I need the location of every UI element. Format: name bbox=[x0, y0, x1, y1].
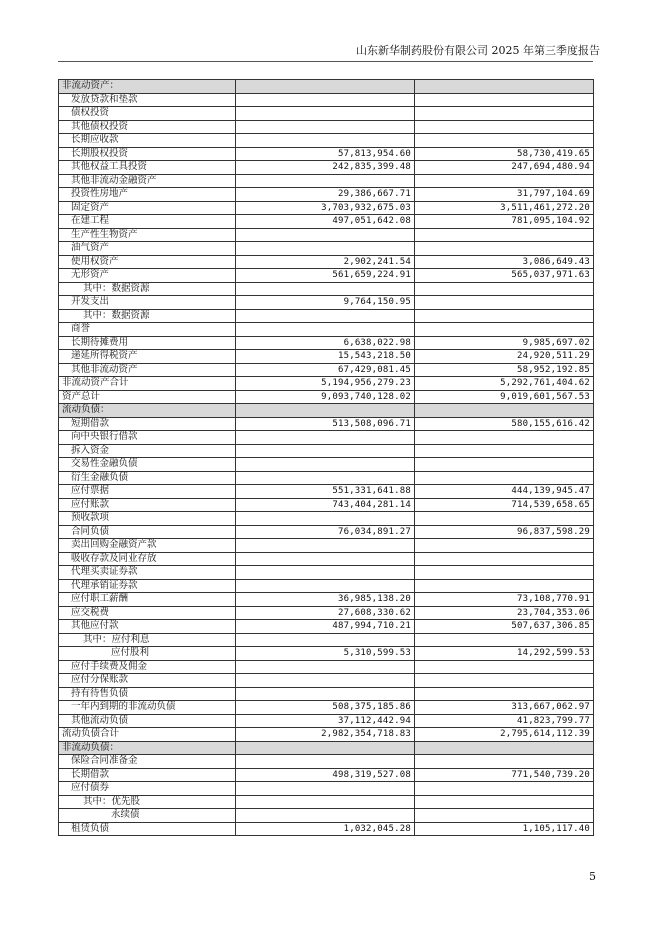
row-label: 其中：数据资源 bbox=[59, 309, 236, 323]
table-row bbox=[59, 296, 594, 310]
prior-period-value: 58,952,192.85 bbox=[415, 363, 594, 377]
current-period-value: 6,638,022.98 bbox=[236, 336, 415, 350]
row-label: 在建工程 bbox=[59, 215, 236, 229]
row-label: 应付分保账款 bbox=[59, 674, 236, 688]
table-row bbox=[59, 512, 594, 526]
table-row bbox=[59, 498, 594, 512]
prior-period-value bbox=[415, 687, 594, 701]
table-row bbox=[59, 282, 594, 296]
table-row bbox=[59, 633, 594, 647]
current-period-value: 487,994,710.21 bbox=[236, 620, 415, 634]
prior-period-value bbox=[415, 458, 594, 472]
current-period-value: 498,319,527.08 bbox=[236, 768, 415, 782]
row-label: 非流动资产： bbox=[59, 80, 236, 94]
current-period-value: 551,331,641.88 bbox=[236, 485, 415, 499]
prior-period-value bbox=[415, 539, 594, 553]
row-label: 投资性房地产 bbox=[59, 188, 236, 202]
table-row bbox=[59, 471, 594, 485]
prior-period-value bbox=[415, 174, 594, 188]
table-row bbox=[59, 755, 594, 769]
current-period-value: 2,982,354,718.83 bbox=[236, 728, 415, 742]
current-period-value bbox=[236, 242, 415, 256]
row-label: 拆入资金 bbox=[59, 444, 236, 458]
row-label: 其他债权投资 bbox=[59, 120, 236, 134]
prior-period-value bbox=[415, 282, 594, 296]
row-label: 应付职工薪酬 bbox=[59, 593, 236, 607]
row-label: 非流动资产合计 bbox=[59, 377, 236, 391]
table-row bbox=[59, 795, 594, 809]
prior-period-value: 9,985,697.02 bbox=[415, 336, 594, 350]
current-period-value bbox=[236, 444, 415, 458]
report-header: 山东新华制药股份有限公司 2025 年第三季度报告 bbox=[356, 44, 600, 57]
table-row bbox=[59, 107, 594, 121]
row-label: 应交税费 bbox=[59, 606, 236, 620]
row-label: 长期应收款 bbox=[59, 134, 236, 148]
table-row bbox=[59, 93, 594, 107]
table-row bbox=[59, 161, 594, 175]
prior-period-value: 14,292,599.53 bbox=[415, 647, 594, 661]
current-period-value bbox=[236, 134, 415, 148]
row-label: 交易性金融负债 bbox=[59, 458, 236, 472]
row-label: 代理买卖证券款 bbox=[59, 566, 236, 580]
table-row bbox=[59, 593, 594, 607]
current-period-value: 57,813,954.60 bbox=[236, 147, 415, 161]
row-label: 应付手续费及佣金 bbox=[59, 660, 236, 674]
row-label: 其中：数据资源 bbox=[59, 282, 236, 296]
row-label: 其他权益工具投资 bbox=[59, 161, 236, 175]
current-period-value bbox=[236, 512, 415, 526]
current-period-value: 9,764,150.95 bbox=[236, 296, 415, 310]
row-label: 合同负债 bbox=[59, 525, 236, 539]
prior-period-value bbox=[415, 566, 594, 580]
current-period-value bbox=[236, 120, 415, 134]
current-period-value bbox=[236, 755, 415, 769]
prior-period-value bbox=[415, 552, 594, 566]
table-row bbox=[59, 525, 594, 539]
row-label: 长期借款 bbox=[59, 768, 236, 782]
current-period-value bbox=[236, 323, 415, 337]
row-label: 其中：优先股 bbox=[59, 795, 236, 809]
row-label: 代理承销证券款 bbox=[59, 579, 236, 593]
prior-period-value: 96,837,598.29 bbox=[415, 525, 594, 539]
table-row bbox=[59, 242, 594, 256]
prior-period-value: 507,637,306.85 bbox=[415, 620, 594, 634]
prior-period-value bbox=[415, 674, 594, 688]
table-row bbox=[59, 728, 594, 742]
table-row bbox=[59, 134, 594, 148]
table-row bbox=[59, 674, 594, 688]
prior-period-value bbox=[415, 107, 594, 121]
table-row bbox=[59, 539, 594, 553]
prior-period-value: 31,797,104.69 bbox=[415, 188, 594, 202]
table-row bbox=[59, 147, 594, 161]
current-period-value bbox=[236, 309, 415, 323]
row-label: 长期待摊费用 bbox=[59, 336, 236, 350]
table-row bbox=[59, 336, 594, 350]
prior-period-value: 73,108,770.91 bbox=[415, 593, 594, 607]
current-period-value: 67,429,081.45 bbox=[236, 363, 415, 377]
current-period-value bbox=[236, 107, 415, 121]
current-period-value bbox=[236, 539, 415, 553]
current-period-value: 3,703,932,675.03 bbox=[236, 201, 415, 215]
prior-period-value bbox=[415, 660, 594, 674]
table-row bbox=[59, 188, 594, 202]
current-period-value: 5,310,599.53 bbox=[236, 647, 415, 661]
row-label: 长期股权投资 bbox=[59, 147, 236, 161]
row-label: 应付债券 bbox=[59, 782, 236, 796]
current-period-value bbox=[236, 579, 415, 593]
table-row bbox=[59, 269, 594, 283]
current-period-value: 29,386,667.71 bbox=[236, 188, 415, 202]
table-row bbox=[59, 714, 594, 728]
prior-period-value bbox=[415, 228, 594, 242]
prior-period-value: 3,086,649.43 bbox=[415, 255, 594, 269]
prior-period-value: 771,540,739.20 bbox=[415, 768, 594, 782]
table-row bbox=[59, 377, 594, 391]
row-label: 开发支出 bbox=[59, 296, 236, 310]
table-row bbox=[59, 741, 594, 755]
table-row bbox=[59, 660, 594, 674]
row-label: 保险合同准备金 bbox=[59, 755, 236, 769]
current-period-value bbox=[236, 795, 415, 809]
row-label: 债权投资 bbox=[59, 107, 236, 121]
table-row bbox=[59, 809, 594, 823]
row-label: 应付票据 bbox=[59, 485, 236, 499]
row-label: 发放贷款和垫款 bbox=[59, 93, 236, 107]
prior-period-value: 313,667,062.97 bbox=[415, 701, 594, 715]
row-label: 油气资产 bbox=[59, 242, 236, 256]
prior-period-value bbox=[415, 309, 594, 323]
current-period-value: 513,508,096.71 bbox=[236, 417, 415, 431]
prior-period-value bbox=[415, 633, 594, 647]
row-label: 流动负债合计 bbox=[59, 728, 236, 742]
prior-period-value bbox=[415, 120, 594, 134]
row-label: 一年内到期的非流动负债 bbox=[59, 701, 236, 715]
header-divider bbox=[58, 61, 593, 62]
current-period-value bbox=[236, 458, 415, 472]
table-row bbox=[59, 687, 594, 701]
prior-period-value bbox=[415, 134, 594, 148]
prior-period-value bbox=[415, 93, 594, 107]
current-period-value: 743,404,281.14 bbox=[236, 498, 415, 512]
table-row bbox=[59, 768, 594, 782]
prior-period-value: 41,823,799.77 bbox=[415, 714, 594, 728]
prior-period-value bbox=[415, 782, 594, 796]
current-period-value: 508,375,185.86 bbox=[236, 701, 415, 715]
table-row bbox=[59, 255, 594, 269]
current-period-value: 5,194,956,279.23 bbox=[236, 377, 415, 391]
prior-period-value: 580,155,616.42 bbox=[415, 417, 594, 431]
row-label: 永续债 bbox=[59, 809, 236, 823]
prior-period-value bbox=[415, 755, 594, 769]
prior-period-value: 24,920,511.29 bbox=[415, 350, 594, 364]
current-period-value bbox=[236, 741, 415, 755]
row-label: 应付账款 bbox=[59, 498, 236, 512]
page-number: 5 bbox=[589, 870, 596, 883]
row-label: 衍生金融负债 bbox=[59, 471, 236, 485]
prior-period-value: 9,019,601,567.53 bbox=[415, 390, 594, 404]
table-row bbox=[59, 417, 594, 431]
prior-period-value bbox=[415, 323, 594, 337]
row-label: 商誉 bbox=[59, 323, 236, 337]
table-row bbox=[59, 552, 594, 566]
table-row bbox=[59, 431, 594, 445]
prior-period-value bbox=[415, 471, 594, 485]
row-label: 资产总计 bbox=[59, 390, 236, 404]
row-label: 吸收存款及同业存放 bbox=[59, 552, 236, 566]
current-period-value: 27,608,330.62 bbox=[236, 606, 415, 620]
current-period-value bbox=[236, 228, 415, 242]
table-row bbox=[59, 309, 594, 323]
prior-period-value bbox=[415, 809, 594, 823]
prior-period-value bbox=[415, 741, 594, 755]
row-label: 递延所得税资产 bbox=[59, 350, 236, 364]
table-row bbox=[59, 647, 594, 661]
table-row bbox=[59, 606, 594, 620]
current-period-value bbox=[236, 431, 415, 445]
current-period-value: 497,051,642.08 bbox=[236, 215, 415, 229]
prior-period-value bbox=[415, 242, 594, 256]
prior-period-value: 565,037,971.63 bbox=[415, 269, 594, 283]
prior-period-value: 23,704,353.06 bbox=[415, 606, 594, 620]
table-row bbox=[59, 390, 594, 404]
row-label: 非流动负债： bbox=[59, 741, 236, 755]
row-label: 其他应付款 bbox=[59, 620, 236, 634]
row-label: 短期借款 bbox=[59, 417, 236, 431]
current-period-value bbox=[236, 404, 415, 418]
prior-period-value: 58,730,419.65 bbox=[415, 147, 594, 161]
row-label: 租赁负债 bbox=[59, 822, 236, 836]
row-label: 其他流动负债 bbox=[59, 714, 236, 728]
row-label: 其他非流动资产 bbox=[59, 363, 236, 377]
table-row bbox=[59, 404, 594, 418]
current-period-value bbox=[236, 93, 415, 107]
prior-period-value: 3,511,461,272.20 bbox=[415, 201, 594, 215]
prior-period-value bbox=[415, 80, 594, 94]
current-period-value bbox=[236, 282, 415, 296]
row-label: 应付股利 bbox=[59, 647, 236, 661]
row-label: 预收款项 bbox=[59, 512, 236, 526]
table-row bbox=[59, 363, 594, 377]
prior-period-value bbox=[415, 512, 594, 526]
row-label: 生产性生物资产 bbox=[59, 228, 236, 242]
prior-period-value bbox=[415, 795, 594, 809]
table-row bbox=[59, 228, 594, 242]
current-period-value bbox=[236, 566, 415, 580]
current-period-value: 9,093,740,128.02 bbox=[236, 390, 415, 404]
current-period-value: 561,659,224.91 bbox=[236, 269, 415, 283]
current-period-value bbox=[236, 782, 415, 796]
current-period-value bbox=[236, 660, 415, 674]
row-label: 持有待售负债 bbox=[59, 687, 236, 701]
table-row bbox=[59, 458, 594, 472]
current-period-value: 242,835,399.48 bbox=[236, 161, 415, 175]
current-period-value bbox=[236, 633, 415, 647]
prior-period-value: 714,539,658.65 bbox=[415, 498, 594, 512]
table-row bbox=[59, 201, 594, 215]
table-row bbox=[59, 323, 594, 337]
table-row bbox=[59, 120, 594, 134]
prior-period-value bbox=[415, 444, 594, 458]
prior-period-value bbox=[415, 579, 594, 593]
current-period-value: 37,112,442.94 bbox=[236, 714, 415, 728]
table-row bbox=[59, 80, 594, 94]
current-period-value bbox=[236, 552, 415, 566]
table-row bbox=[59, 174, 594, 188]
current-period-value bbox=[236, 174, 415, 188]
row-label: 卖出回购金融资产款 bbox=[59, 539, 236, 553]
prior-period-value: 781,095,104.92 bbox=[415, 215, 594, 229]
current-period-value bbox=[236, 809, 415, 823]
table-row bbox=[59, 620, 594, 634]
prior-period-value: 5,292,761,404.62 bbox=[415, 377, 594, 391]
prior-period-value: 1,105,117.40 bbox=[415, 822, 594, 836]
table-row bbox=[59, 350, 594, 364]
current-period-value: 1,032,045.28 bbox=[236, 822, 415, 836]
balance-sheet-table bbox=[58, 79, 594, 836]
row-label: 使用权资产 bbox=[59, 255, 236, 269]
prior-period-value: 247,694,480.94 bbox=[415, 161, 594, 175]
prior-period-value: 2,795,614,112.39 bbox=[415, 728, 594, 742]
table-row bbox=[59, 485, 594, 499]
table-row bbox=[59, 444, 594, 458]
prior-period-value bbox=[415, 404, 594, 418]
table-row bbox=[59, 215, 594, 229]
table-row bbox=[59, 701, 594, 715]
table-row bbox=[59, 579, 594, 593]
current-period-value: 36,985,138.20 bbox=[236, 593, 415, 607]
prior-period-value bbox=[415, 431, 594, 445]
row-label: 无形资产 bbox=[59, 269, 236, 283]
row-label: 其他非流动金融资产 bbox=[59, 174, 236, 188]
current-period-value bbox=[236, 674, 415, 688]
current-period-value bbox=[236, 687, 415, 701]
prior-period-value bbox=[415, 296, 594, 310]
table-row bbox=[59, 822, 594, 836]
row-label: 固定资产 bbox=[59, 201, 236, 215]
table-row bbox=[59, 566, 594, 580]
current-period-value: 76,034,891.27 bbox=[236, 525, 415, 539]
current-period-value: 15,543,218.50 bbox=[236, 350, 415, 364]
current-period-value bbox=[236, 80, 415, 94]
row-label: 向中央银行借款 bbox=[59, 431, 236, 445]
current-period-value: 2,902,241.54 bbox=[236, 255, 415, 269]
row-label: 流动负债： bbox=[59, 404, 236, 418]
row-label: 其中：应付利息 bbox=[59, 633, 236, 647]
current-period-value bbox=[236, 471, 415, 485]
table-row bbox=[59, 782, 594, 796]
prior-period-value: 444,139,945.47 bbox=[415, 485, 594, 499]
